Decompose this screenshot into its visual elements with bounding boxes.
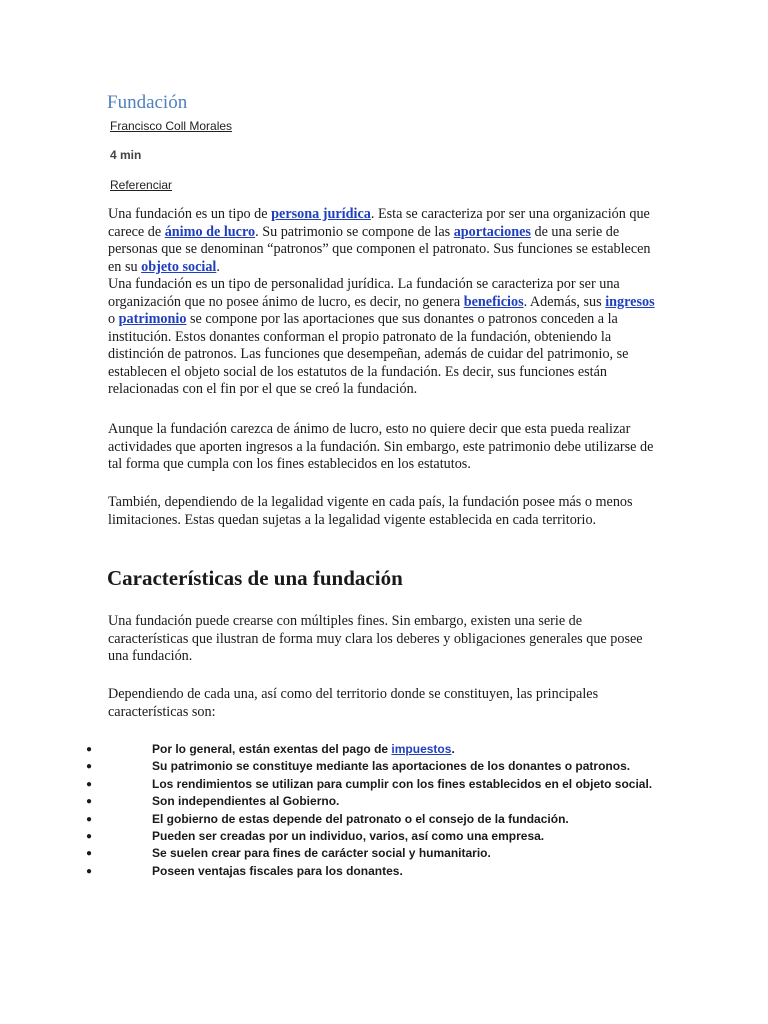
link-aportaciones[interactable]: aportaciones [453,223,531,240]
bullet-icon: ● [86,813,93,825]
link-patrimonio[interactable]: patrimonio [118,311,187,327]
link-animo-de-lucro[interactable]: ánimo de lucro [164,223,256,240]
list-item-text: Los rendimientos se utilizan para cumplir con los fines establecidos en el objeto social. [152,776,653,791]
article-title: Fundación [107,92,188,113]
list-item [0,828,768,845]
list-item-text: Su patrimonio se constituye mediante las aportaciones de los donantes o patronos. [152,759,631,774]
section-paragraph-2: Dependiendo de cada una, así como del territorio donde se constituyen, las principales características son: [108,686,599,720]
link-objeto-social[interactable]: objeto social [141,258,217,275]
list-item [0,776,768,793]
bullet-icon: ● [86,796,93,808]
list-item-text: Se suelen crear para fines de carácter social y humanitario. [152,846,491,861]
paragraph-2: Una fundación es un tipo de personalidad jurídica. La fundación se caracteriza por ser una organización que no posee ánimo de lucro, es decir, no genera beneficios. Además, sus ingresos o patrimonio se compone por las aportaciones que sus donantes o patronos conceden a la institución. Estos donantes conforman el propio patronato de la fundación, obteniendo la distinción de patronos. Las funciones que desempeñan, además de cuidar del patrimonio, se establecen el objeto social de los estatutos de la fundación. Es decir, sus funciones están relacionadas con el fin por el que se creó la fundación. [108,276,655,397]
list-item-text: Por lo general, están exentas del pago de impuestos. [152,742,455,756]
link-beneficios[interactable]: beneficios [463,293,524,310]
list-item [0,811,768,828]
section-heading: Características de una fundación [107,566,403,590]
intro-text [108,206,664,399]
list-item-text: El gobierno de estas depende del patronato o el consejo de la fundación. [152,811,569,826]
bullet-icon: ● [86,865,93,877]
list-item [0,758,768,775]
read-time: 4 min [110,148,142,162]
bullet-icon: ● [86,761,93,773]
list-item-text: Poseen ventajas fiscales para los donantes. [152,863,403,878]
list-item [0,793,768,810]
paragraph-3: Aunque la fundación carezca de ánimo de lucro, esto no quiere decir que esta pueda realizar actividades que aporten ingresos a la fundación. Sin embargo, este patrimonio debe utilizarse de tal forma que cumpla con los fines establecidos en los estatutos. [108,421,654,472]
paragraph-1: Una fundación es un tipo de persona jurídica. Esta se caracteriza por ser una organización que carece de ánimo de lucro. Su patrimonio se compone de las aportaciones de una serie de personas que se denominan “patronos” que componen el patronato. Sus funciones se establecen en su objeto social. [108,206,651,275]
section-paragraph-1: Una fundación puede crearse con múltiples fines. Sin embargo, existen una serie de características que ilustran de forma muy clara los deberes y obligaciones generales que posee una fundación. [108,613,643,664]
list-item [0,741,768,758]
bullet-icon: ● [86,848,93,860]
list-item [0,845,768,862]
link-impuestos[interactable]: impuestos [391,742,452,756]
link-ingresos[interactable]: ingresos [605,293,655,310]
cite-link[interactable]: Referenciar [110,178,173,192]
list-item-text: Pueden ser creadas por un individuo, varios, así como una empresa. [152,828,545,843]
list-item-text: Son independientes al Gobierno. [152,794,340,809]
bullet-icon: ● [86,744,93,755]
link-persona-juridica[interactable]: persona jurídica [271,206,371,222]
author-link[interactable]: Francisco Coll Morales [110,119,233,133]
bullet-icon: ● [86,830,93,842]
characteristics-list [0,741,768,880]
paragraph-4: También, dependiendo de la legalidad vigente en cada país, la fundación posee más o menos limitaciones. Estas quedan sujetas a la legalidad vigente establecida en cada territorio. [108,494,633,528]
bullet-icon: ● [86,778,93,790]
list-item [0,863,768,880]
